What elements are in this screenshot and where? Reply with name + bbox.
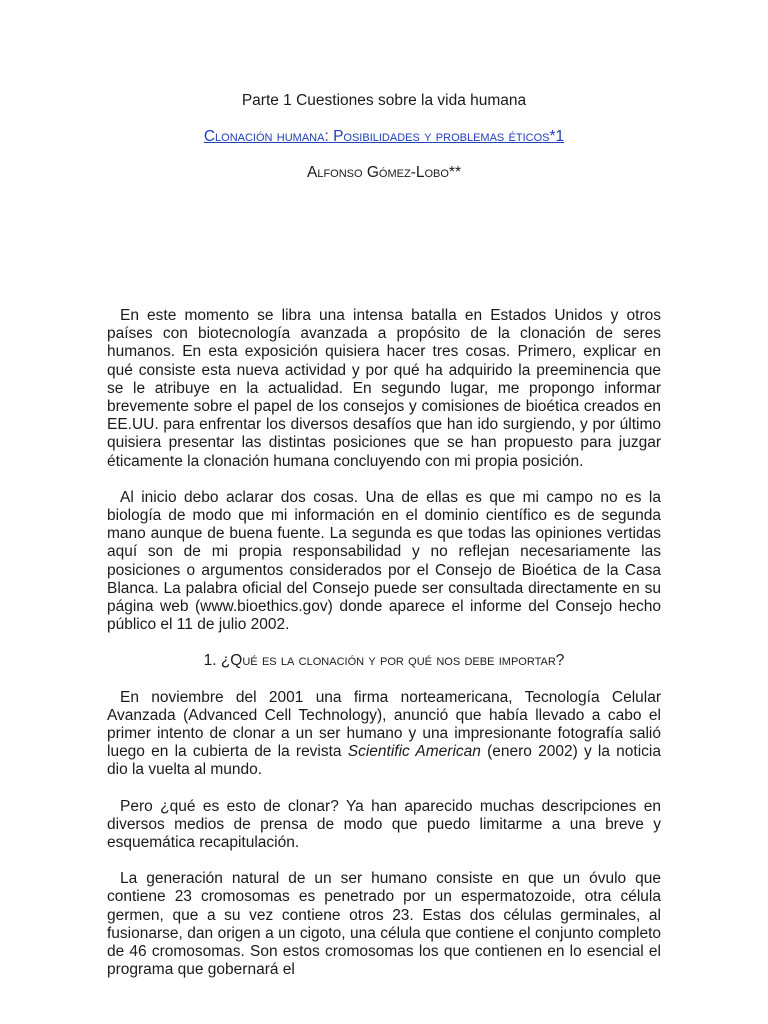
body-text <box>107 307 661 998</box>
section-heading-1: 1. ¿Qué es la clonación y por qué nos debe importar? <box>203 652 565 670</box>
paragraph-3-text-b: (enero 2002) y la noticia dio la vuelta al mundo. <box>107 743 661 779</box>
document-title <box>0 128 768 146</box>
paragraph-3-text-a: En noviembre del 2001 una firma norteamericana, Tecnología Celular Avanzada (Advanced Cell Technology), anunció que había llevado a cabo el primer intento de clonar a un ser humano y una impresionante fotografía salió luego en la cubierta de la revista <box>107 688 661 761</box>
paragraph-3 <box>107 689 661 780</box>
paragraph-4: Pero ¿qué es esto de clonar? Ya han aparecido muchas descripciones en diversos medios de prensa de modo que puedo limitarme a una breve y esquemática recapitulación. <box>107 797 661 852</box>
part-title: Parte 1 Cuestiones sobre la vida humana <box>241 92 527 109</box>
author-name: Alfonso Gómez-Lobo** <box>306 164 461 181</box>
paragraph-5: La generación natural de un ser humano consiste en que un óvulo que contiene 23 cromosomas es penetrado por un espermatozoide, otra célula germen, que a su vez contiene otros 23. Estas dos células germinales, al fusionarse, dan origen a un cigoto, una célula que contiene el conjunto completo de 46 cromosomas. Son estos cromosomas los que contienen en lo esencial el programa que gobernará el <box>107 870 661 979</box>
document-title-link[interactable]: Clonación humana: Posibilidades y problemas éticos*1 <box>203 128 565 145</box>
magazine-title: Scientific American <box>347 743 481 761</box>
paragraph-1: En este momento se libra una intensa batalla en Estados Unidos y otros países con biotecnología avanzada a propósito de la clonación de seres humanos. En esta exposición quisiera hacer tres cosas. Primero, explicar en qué consiste esta nueva actividad y por qué ha adquirido la preeminencia que se le atribuye en la actualidad. En segundo lugar, me propongo informar brevemente sobre el papel de los consejos y comisiones de bioética creados en EE.UU. para enfrentar los diversos desafíos que han ido surgiendo, y por último quisiera presentar las distintas posiciones que se han propuesto para juzgar éticamente la clonación humana concluyendo con mi propia posición. <box>107 307 661 470</box>
paragraph-2: Al inicio debo aclarar dos cosas. Una de ellas es que mi campo no es la biología de modo que mi información en el dominio científico es de segunda mano aunque de buena fuente. La segunda es que todas las opiniones vertidas aquí son de mi propia responsabilidad y no reflejan necesariamente las posiciones o argumentos considerados por el Consejo de Bioética de la Casa Blanca. La palabra oficial del Consejo puede ser consultada directamente en su página web (www.bioethics.gov) donde aparece el informe del Consejo hecho público el 11 de julio 2002. <box>107 488 661 634</box>
